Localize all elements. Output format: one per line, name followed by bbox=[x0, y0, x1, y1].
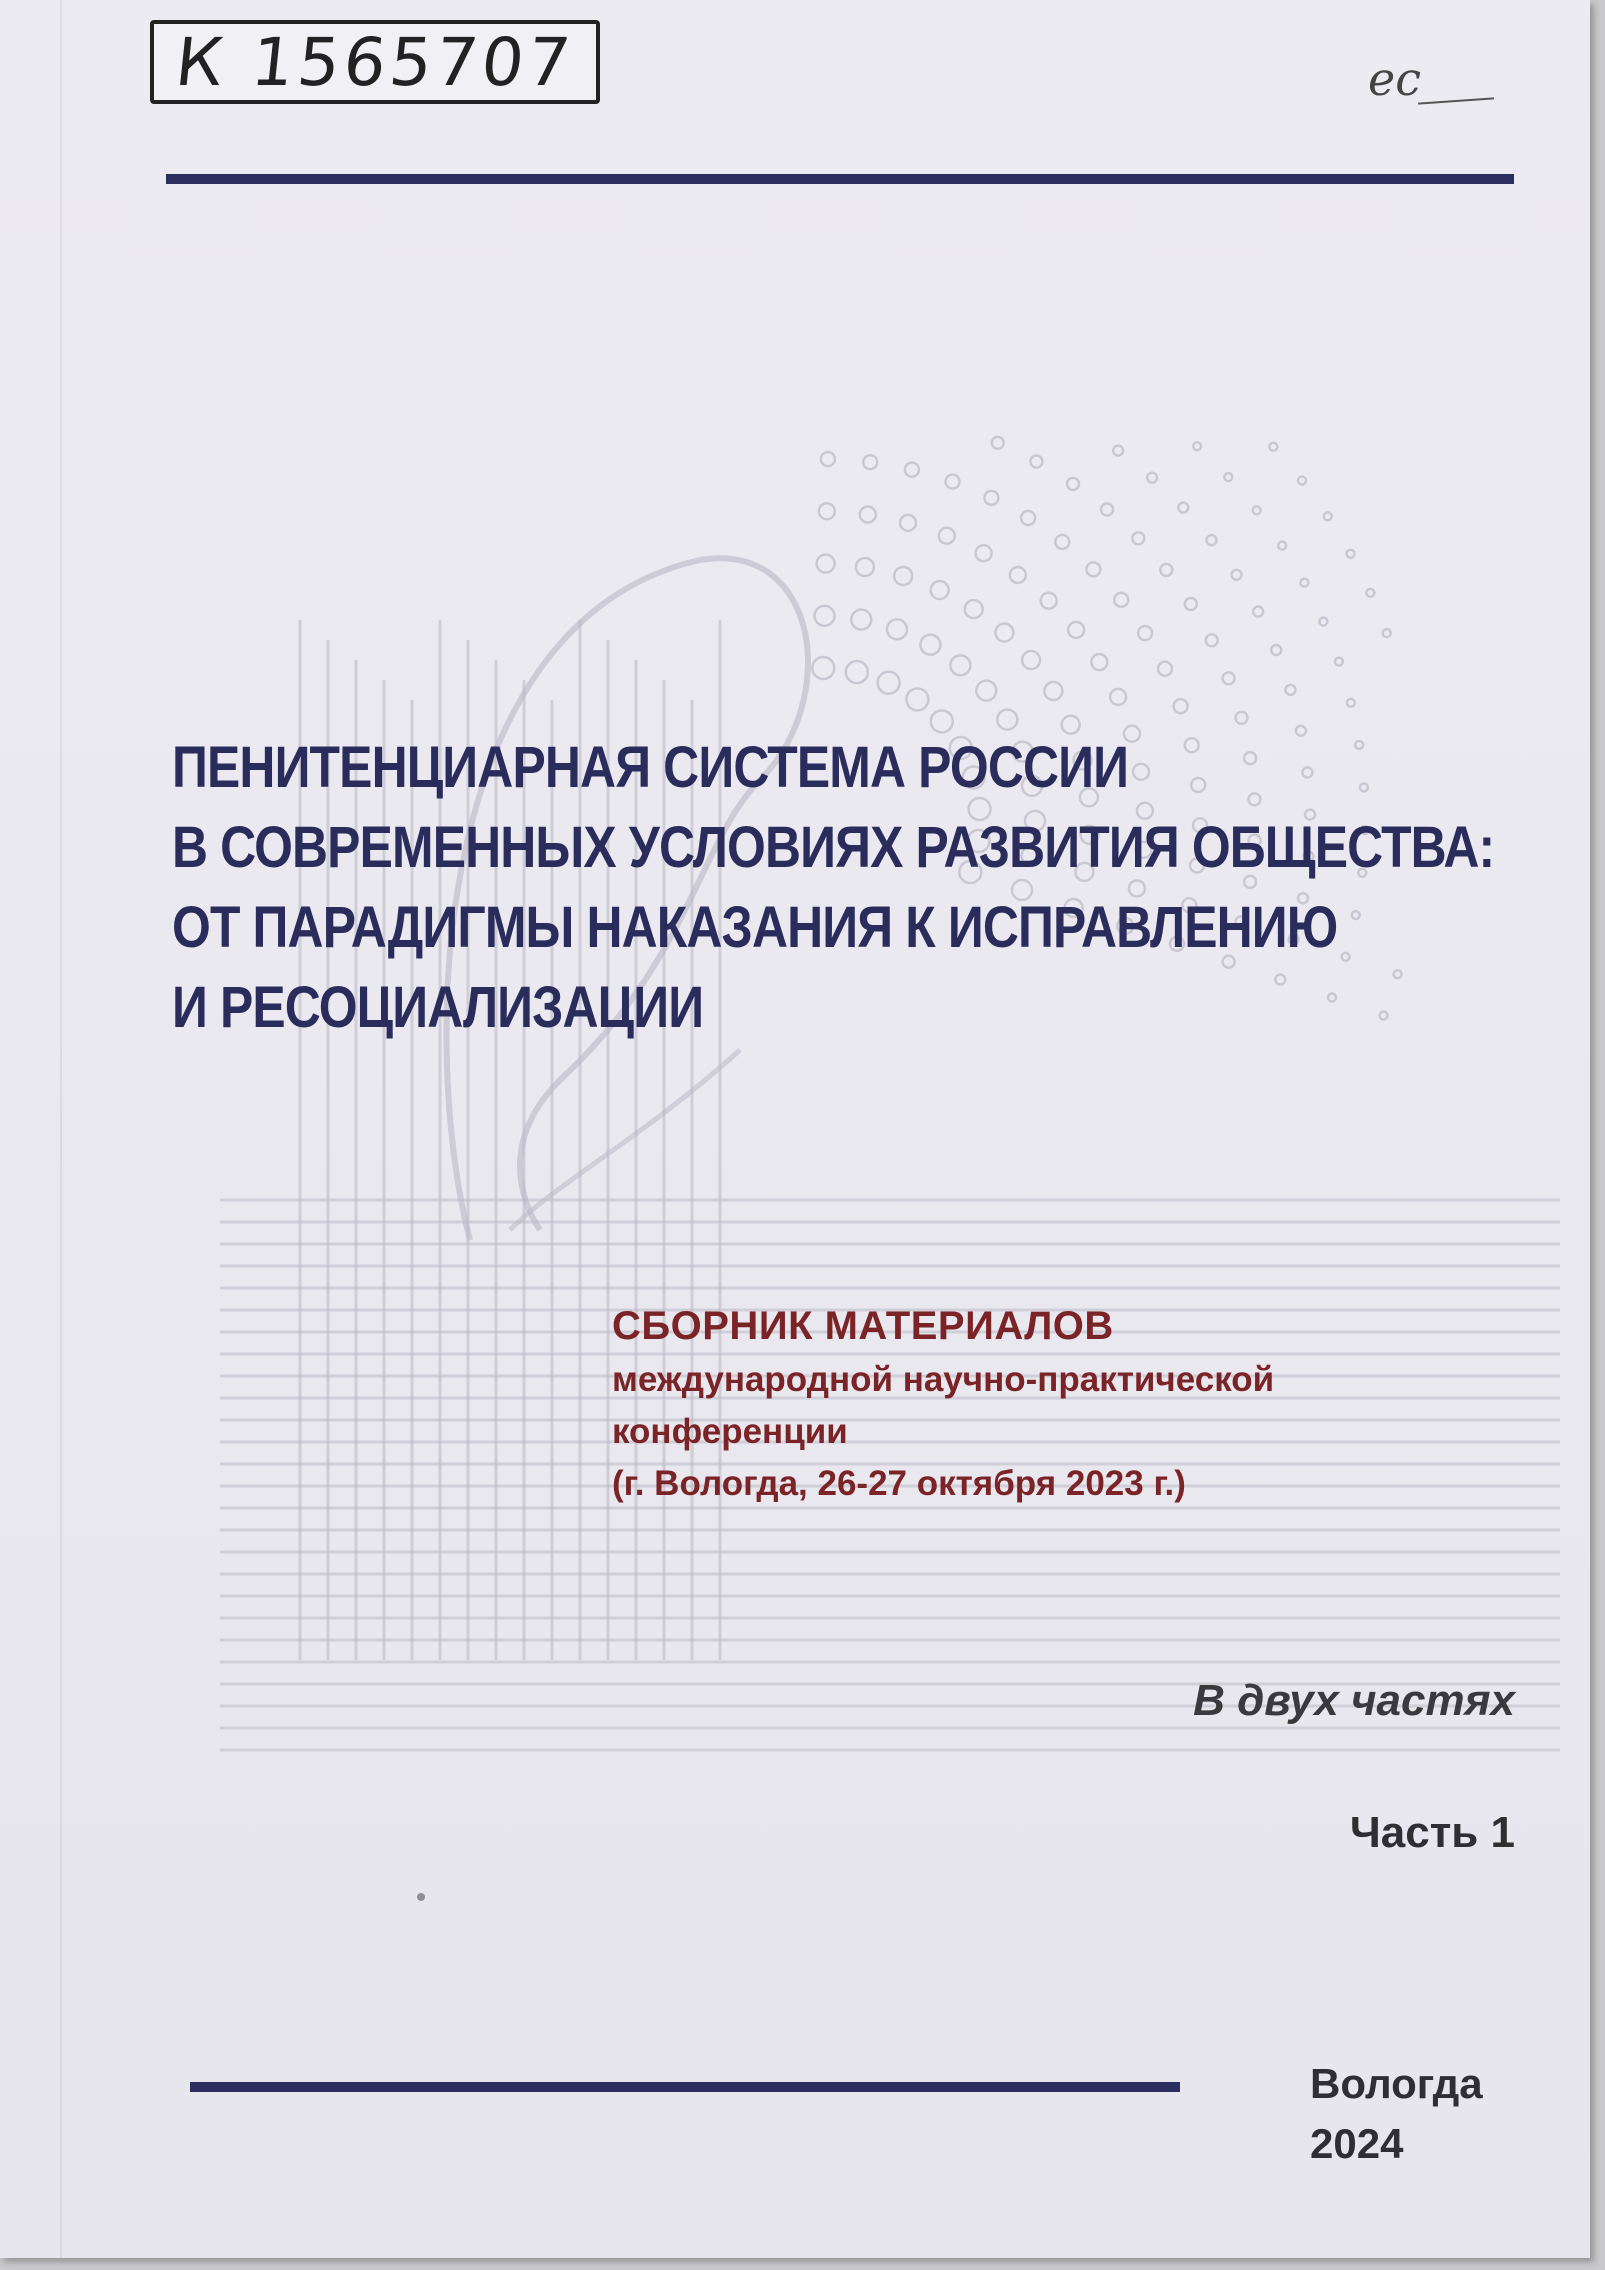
ornament-dot bbox=[1041, 593, 1057, 609]
ornament-dot bbox=[863, 455, 877, 469]
ornament-dot bbox=[819, 503, 835, 519]
ornament-dot bbox=[1278, 542, 1286, 550]
ornament-dot bbox=[1223, 672, 1235, 684]
ornament-dot bbox=[1021, 511, 1035, 525]
ornament-dot bbox=[1232, 570, 1242, 580]
ornament-dot bbox=[1324, 512, 1332, 520]
ornament-dot bbox=[1383, 629, 1391, 637]
ornament-dot bbox=[1101, 504, 1113, 516]
title-line-1: ПЕНИТЕНЦИАРНАЯ СИСТЕМА РОССИИ bbox=[172, 735, 1129, 800]
ornament-dot bbox=[878, 672, 900, 694]
ornament-dot bbox=[920, 635, 940, 655]
ornament-dot bbox=[894, 567, 912, 585]
ornament-dot bbox=[1010, 567, 1026, 583]
publication-info bbox=[1310, 2054, 1483, 2174]
ornament-dot bbox=[1319, 618, 1327, 626]
ornament-dot bbox=[1206, 634, 1218, 646]
ornament-dot bbox=[1158, 662, 1172, 676]
ornament-dot bbox=[1114, 593, 1128, 607]
ornament-dot bbox=[1236, 712, 1248, 724]
ornament-dot bbox=[905, 463, 919, 477]
subtitle-line-2: конференции bbox=[612, 1412, 848, 1451]
ornament-dot bbox=[946, 475, 960, 489]
ornament-dot bbox=[1160, 564, 1172, 576]
ornament-dot bbox=[1022, 651, 1040, 669]
ornament-dot bbox=[1298, 477, 1306, 485]
ornament-dot bbox=[976, 681, 996, 701]
ornament-dot bbox=[1044, 682, 1062, 700]
bottom-rule bbox=[190, 2082, 1180, 2092]
ornament-dot bbox=[1068, 622, 1084, 638]
ornament-dot bbox=[992, 437, 1004, 449]
title-line-3: ОТ ПАРАДИГМЫ НАКАЗАНИЯ К ИСПРАВЛЕНИЮ bbox=[172, 895, 1338, 960]
ornament-dot bbox=[1086, 562, 1100, 576]
paper-speck bbox=[417, 1893, 425, 1901]
ornament-dot bbox=[965, 600, 983, 618]
ornament-dot bbox=[856, 558, 874, 576]
ornament-dot bbox=[1067, 478, 1079, 490]
ornament-dot bbox=[815, 606, 835, 626]
ornament-profile-arc bbox=[510, 1050, 740, 1230]
ornament-dot bbox=[821, 452, 835, 466]
ornament-dot bbox=[1138, 626, 1152, 640]
ornament-dot bbox=[1178, 503, 1188, 513]
stamp-code: К 1565707 bbox=[172, 23, 578, 101]
ornament-dot bbox=[1207, 535, 1217, 545]
ornament-dot bbox=[1132, 532, 1144, 544]
ornament-dot bbox=[900, 515, 916, 531]
title-line-2: В СОВРЕМЕННЫХ УСЛОВИЯХ РАЗВИТИЯ ОБЩЕСТВА: bbox=[172, 815, 1495, 880]
ornament-dot bbox=[1347, 699, 1355, 707]
handwritten-mark: ec bbox=[1368, 52, 1421, 106]
ornament-dot bbox=[1253, 506, 1261, 514]
ornament-dot bbox=[976, 545, 992, 561]
ornament-dot bbox=[1185, 598, 1197, 610]
ornament-dot bbox=[1347, 550, 1355, 558]
ornament-dot bbox=[1335, 658, 1343, 666]
ornament-dot bbox=[1224, 473, 1232, 481]
ornament-dot bbox=[906, 688, 928, 710]
part-label: Часть 1 bbox=[1349, 1808, 1515, 1857]
ornament-dot bbox=[1147, 473, 1157, 483]
ornament-dot bbox=[1253, 607, 1263, 617]
book-title bbox=[172, 728, 1532, 1048]
ornament-dot bbox=[1366, 589, 1374, 597]
ornament-dot bbox=[1055, 535, 1069, 549]
ornament-dot bbox=[1174, 699, 1188, 713]
ornament-dot bbox=[995, 624, 1013, 642]
subtitle-line-1: международной научно-практической bbox=[612, 1360, 1275, 1399]
ornament-dot bbox=[950, 655, 970, 675]
ornament-dot bbox=[1091, 654, 1107, 670]
ornament-dot bbox=[1286, 685, 1296, 695]
ornament-dot bbox=[817, 555, 835, 573]
ornament-dot bbox=[1113, 446, 1123, 456]
publication-year: 2024 bbox=[1310, 2120, 1404, 2167]
collection-subtitle bbox=[612, 1298, 1542, 1510]
ornament-dot bbox=[1030, 456, 1042, 468]
ornament-dot bbox=[984, 491, 998, 505]
ornament-dot bbox=[1300, 579, 1308, 587]
publication-city: Вологда bbox=[1310, 2060, 1483, 2107]
ornament-dot bbox=[860, 507, 876, 523]
ornament-dot bbox=[1110, 689, 1126, 705]
ornament-dot bbox=[887, 619, 907, 639]
ornament-dot bbox=[812, 657, 834, 679]
ornament-dot bbox=[1271, 645, 1281, 655]
ornament-dot bbox=[846, 661, 868, 683]
subtitle-heading: СБОРНИК МАТЕРИАЛОВ bbox=[612, 1304, 1114, 1348]
ornament-dot bbox=[939, 528, 955, 544]
ornament-dot bbox=[997, 710, 1017, 730]
ornament-dot bbox=[1193, 442, 1201, 450]
title-line-4: И РЕСОЦИАЛИЗАЦИИ bbox=[172, 975, 704, 1040]
ornament-dot bbox=[1269, 443, 1277, 451]
volumes-note: В двух частях bbox=[1193, 1676, 1515, 1725]
subtitle-line-3: (г. Вологда, 26-27 октября 2023 г.) bbox=[612, 1464, 1186, 1503]
ornament-dot bbox=[931, 581, 949, 599]
ornament-dot bbox=[851, 610, 871, 630]
